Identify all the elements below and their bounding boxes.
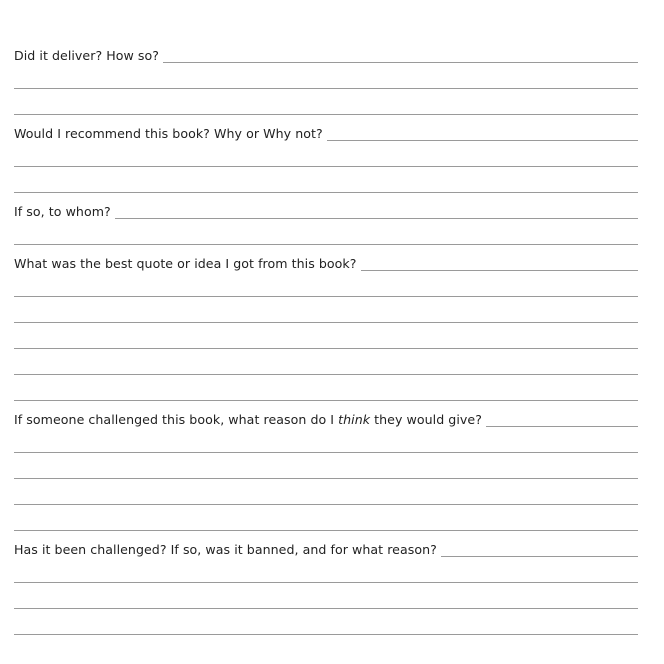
question-banned: Has it been challenged? If so, was it banned, and for what reason?: [14, 542, 437, 557]
question-deliver: Did it deliver? How so?: [14, 48, 160, 63]
answer-line[interactable]: [14, 348, 638, 349]
answer-line[interactable]: [14, 192, 638, 193]
answer-line[interactable]: [14, 582, 638, 583]
answer-line[interactable]: [14, 634, 638, 635]
question-row-recommend: [14, 122, 638, 142]
answer-line[interactable]: [14, 296, 638, 297]
answer-line-inline[interactable]: [441, 556, 638, 557]
answer-line[interactable]: [14, 452, 638, 453]
answer-line-inline[interactable]: [361, 270, 639, 271]
answer-line[interactable]: [14, 322, 638, 323]
answer-line[interactable]: [14, 608, 638, 609]
question-challenge-reason: If someone challenged this book, what reason do I think they would give?: [14, 412, 482, 427]
question-recommend: Would I recommend this book? Why or Why not?: [14, 126, 323, 141]
answer-line-inline[interactable]: [163, 62, 638, 63]
question-row-banned: [14, 538, 638, 558]
answer-line[interactable]: [14, 114, 638, 115]
question-row-deliver: [14, 44, 638, 64]
answer-line[interactable]: [14, 166, 638, 167]
answer-line[interactable]: [14, 400, 638, 401]
answer-line[interactable]: [14, 504, 638, 505]
answer-line[interactable]: [14, 374, 638, 375]
question-row-challenge-reason: [14, 408, 638, 428]
worksheet-page: [14, 0, 638, 664]
answer-line-inline[interactable]: [115, 218, 638, 219]
question-row-to-whom: [14, 200, 638, 220]
answer-line-inline[interactable]: [486, 426, 638, 427]
answer-line[interactable]: [14, 530, 638, 531]
question-best-quote: What was the best quote or idea I got from this book?: [14, 256, 357, 271]
answer-line[interactable]: [14, 244, 638, 245]
answer-line[interactable]: [14, 88, 638, 89]
emphasis-think: think: [338, 412, 371, 427]
question-row-best-quote: [14, 252, 638, 272]
answer-line[interactable]: [14, 478, 638, 479]
question-to-whom: If so, to whom?: [14, 204, 111, 219]
answer-line-inline[interactable]: [327, 140, 638, 141]
